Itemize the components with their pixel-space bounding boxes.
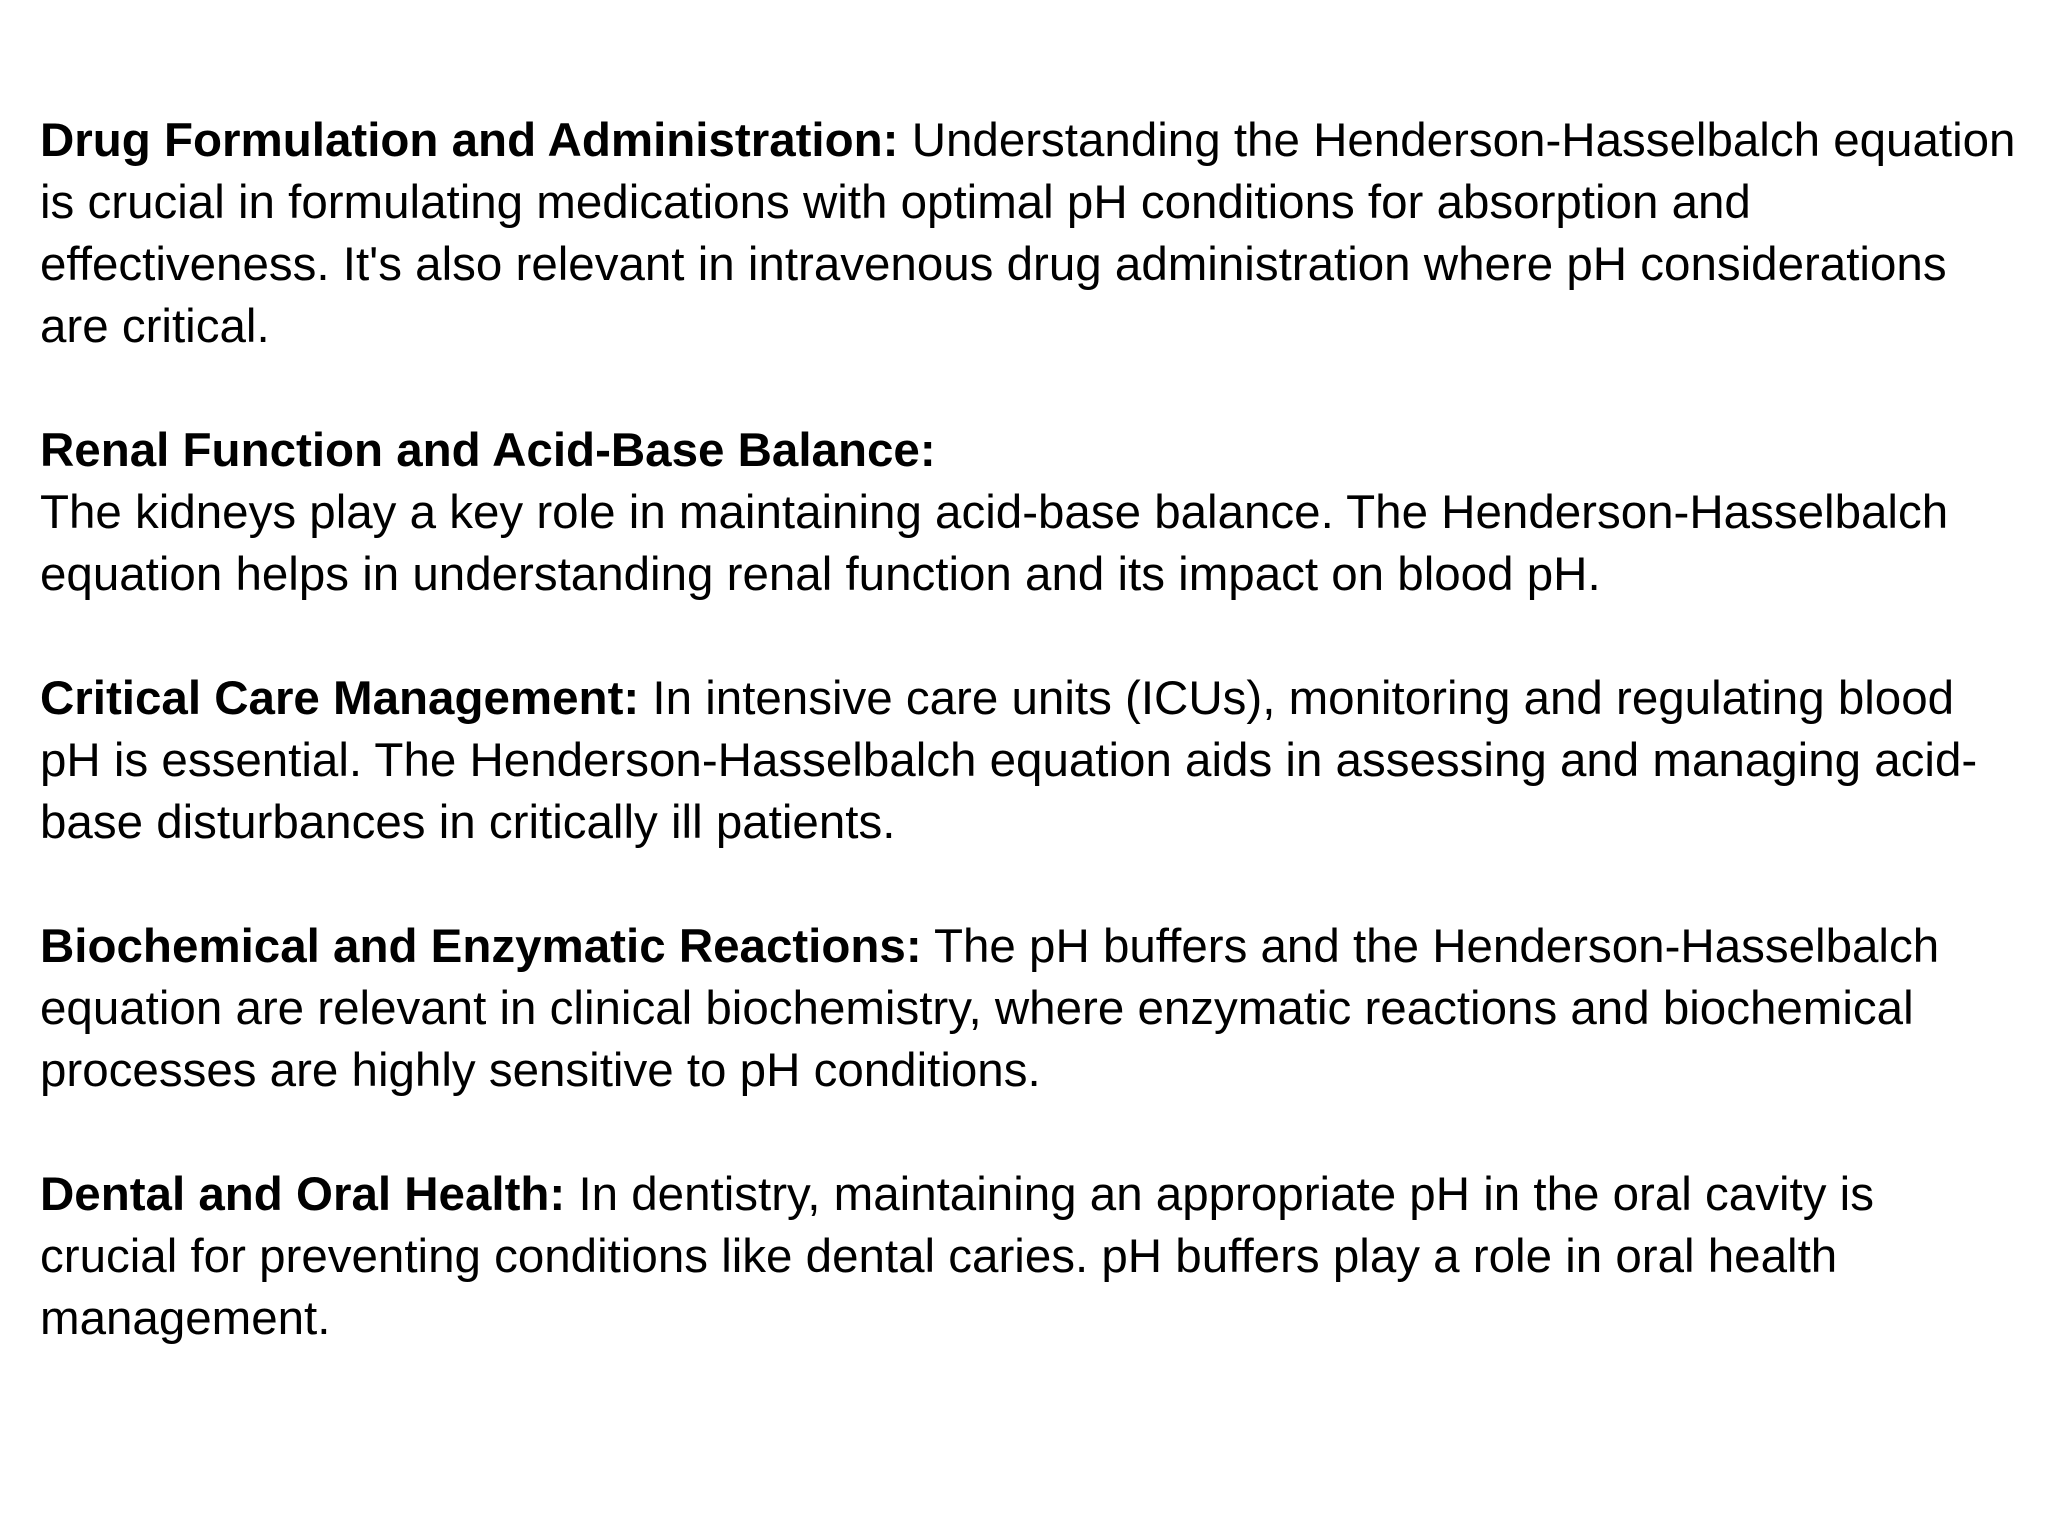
section-heading: Biochemical and Enzymatic Reactions:: [40, 920, 922, 973]
section-text: The pH buffers and the Henderson-Hasselbalch equation are relevant in clinical biochemistry, where enzymatic reactions and biochemical processes are highly sensitive to pH conditions.: [40, 920, 1940, 1097]
section-heading: Renal Function and Acid-Base Balance:: [40, 424, 936, 477]
section-biochemical-reactions: [40, 916, 2020, 1102]
section-heading: Drug Formulation and Administration:: [40, 114, 899, 167]
section-text: The kidneys play a key role in maintaining acid-base balance. The Henderson-Hasselbalch equation helps in understanding renal function and its impact on blood pH.: [40, 486, 1949, 601]
section-heading: Dental and Oral Health:: [40, 1168, 566, 1221]
document-body: [40, 110, 2020, 1350]
section-renal-function: [40, 420, 2020, 606]
section-dental-health: [40, 1164, 2020, 1350]
section-text: In intensive care units (ICUs), monitoring and regulating blood pH is essential. The Henderson-Hasselbalch equation aids in assessing and managing acid-base disturbances in critically ill patients.: [40, 672, 1978, 849]
section-heading: Critical Care Management:: [40, 672, 640, 725]
section-drug-formulation: [40, 110, 2020, 358]
section-text: In dentistry, maintaining an appropriate pH in the oral cavity is crucial for preventing conditions like dental caries. pH buffers play a role in oral health management.: [40, 1168, 1874, 1345]
section-critical-care: [40, 668, 2020, 854]
section-text: Understanding the Henderson-Hasselbalch equation is crucial in formulating medications with optimal pH conditions for absorption and effectiveness. It's also relevant in intravenous drug administration where pH considerations are critical.: [40, 114, 2016, 353]
